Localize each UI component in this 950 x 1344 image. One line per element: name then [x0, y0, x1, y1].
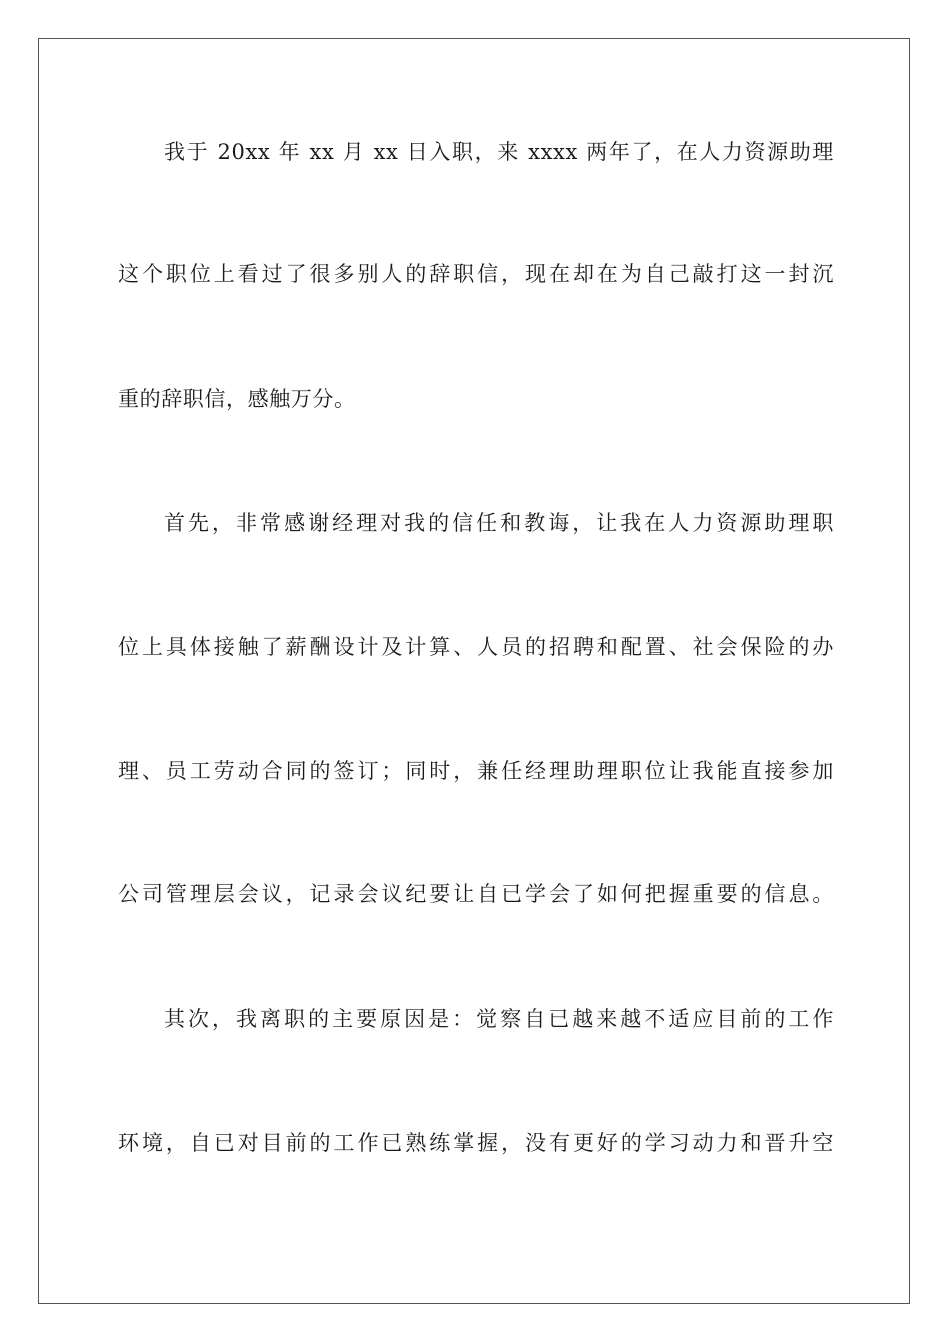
paragraph-2-line-3: 理、员工劳动合同的签订；同时，兼任经理助理职位让我能直接参加: [118, 759, 834, 783]
paragraph-1-line-2: 这个职位上看过了很多别人的辞职信，现在却在为自己敲打这一封沉: [118, 262, 834, 286]
paragraph-3-line-2: 环境，自已对目前的工作已熟练掌握，没有更好的学习动力和晋升空: [118, 1131, 834, 1155]
paragraph-3-line-1: 其次，我离职的主要原因是：觉察自已越来越不适应目前的工作: [164, 1007, 834, 1031]
paragraph-1-line-1: 我于 20xx 年 xx 月 xx 日入职，来 xxxx 两年了，在人力资源助理: [164, 140, 834, 164]
paragraph-2-line-1: 首先，非常感谢经理对我的信任和教诲，让我在人力资源助理职: [164, 511, 834, 535]
paragraph-2-line-4: 公司管理层会议，记录会议纪要让自已学会了如何把握重要的信息。: [118, 882, 834, 906]
paragraph-1-line-3: 重的辞职信，感触万分。: [118, 387, 356, 411]
paragraph-2-line-2: 位上具体接触了薪酬设计及计算、人员的招聘和配置、社会保险的办: [118, 635, 834, 659]
page-frame: [38, 38, 910, 1304]
